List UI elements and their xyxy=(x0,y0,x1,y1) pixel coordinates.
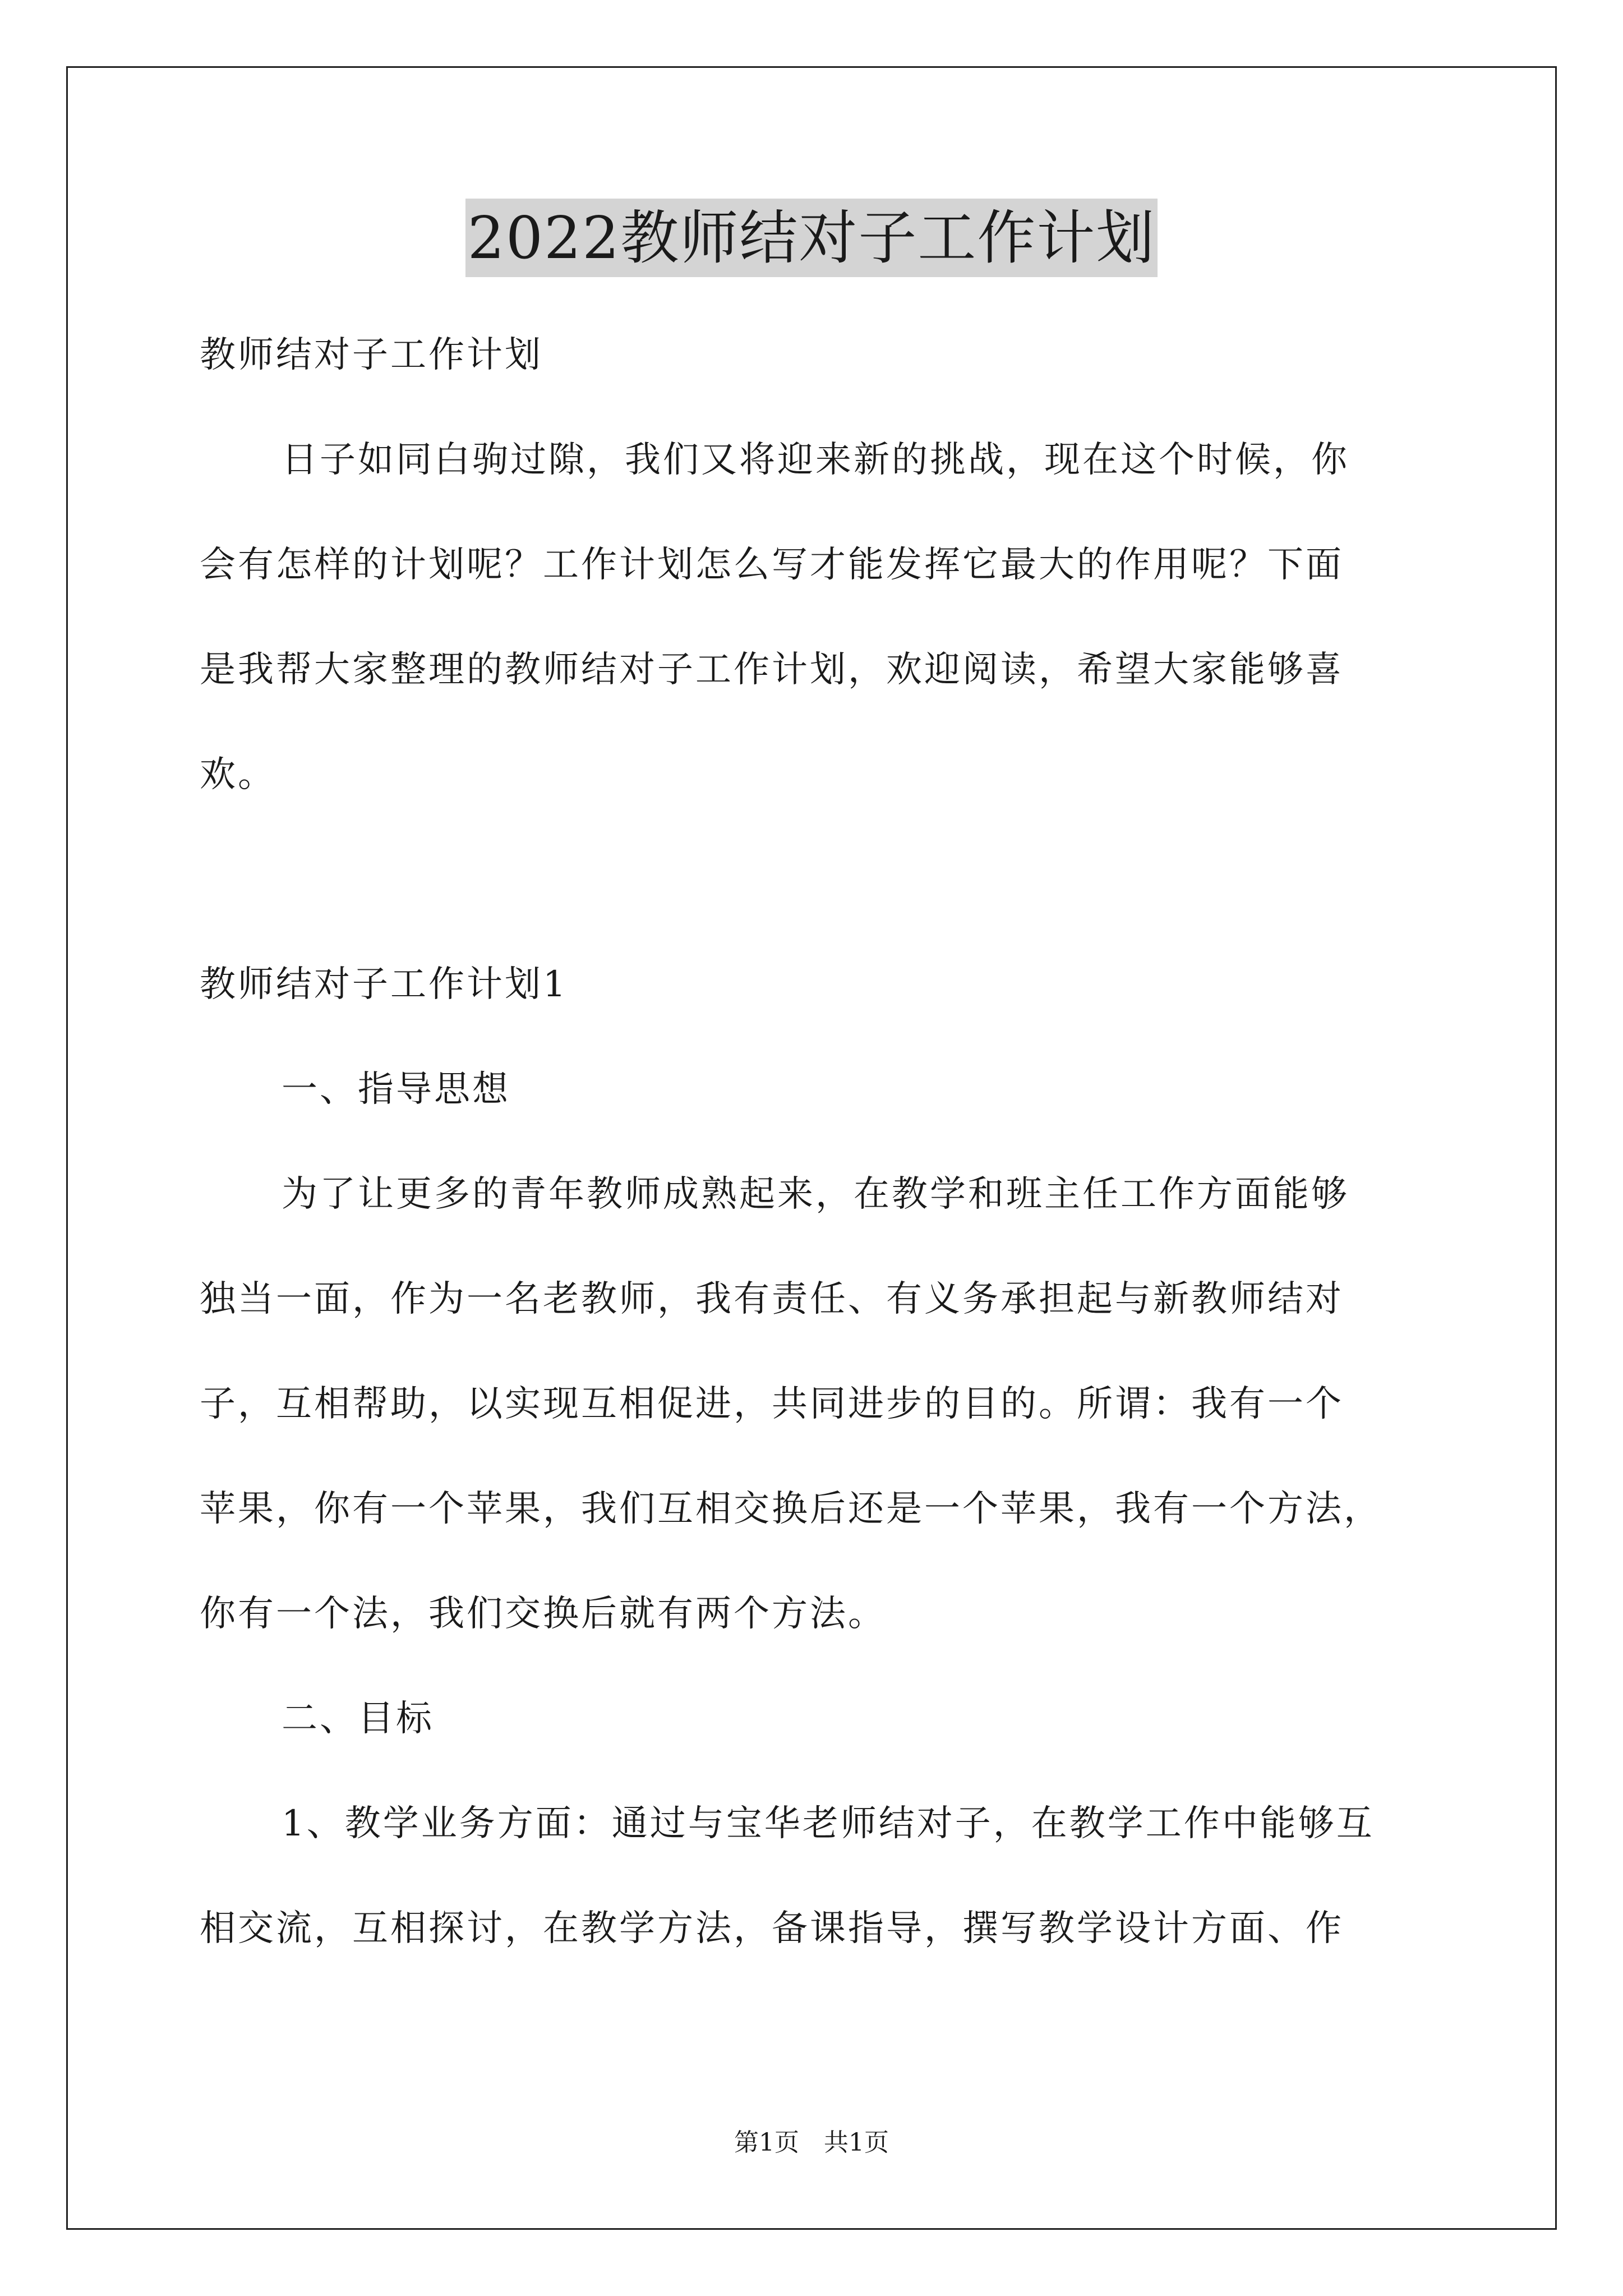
intro-paragraph-line: 会有怎样的计划呢？工作计划怎么写才能发挥它最大的作用呢？下面 xyxy=(200,544,1344,586)
intro-paragraph-line: 日子如同白驹过隙，我们又将迎来新的挑战，现在这个时候，你 xyxy=(282,439,1349,481)
part1-paragraph-line: 苹果，你有一个苹果，我们互相交换后还是一个苹果，我有一个方法， xyxy=(200,1488,1382,1530)
document-subtitle: 教师结对子工作计划 xyxy=(200,334,543,376)
intro-paragraph-line: 是我帮大家整理的教师结对子工作计划，欢迎阅读，希望大家能够喜 xyxy=(200,649,1344,691)
part1-heading: 一、指导思想 xyxy=(282,1069,510,1110)
part2-heading: 二、目标 xyxy=(282,1698,434,1740)
document-body xyxy=(200,303,1428,1981)
paragraph-gap xyxy=(200,827,1428,932)
page-footer xyxy=(0,2126,1623,2160)
part2-paragraph-line: 相交流，互相探讨，在教学方法，备课指导，撰写教学设计方面、作 xyxy=(200,1908,1344,1949)
part1-paragraph-line: 子，互相帮助，以实现互相促进，共同进步的目的。所谓：我有一个 xyxy=(200,1383,1344,1425)
document-title: 2022教师结对子工作计划 xyxy=(465,199,1158,277)
part1-paragraph-line: 你有一个法，我们交换后就有两个方法。 xyxy=(200,1593,886,1635)
part1-paragraph-line: 为了让更多的青年教师成熟起来，在教学和班主任工作方面能够 xyxy=(282,1174,1349,1215)
page-total: 共1页 xyxy=(824,2128,889,2157)
intro-paragraph-line: 欢。 xyxy=(200,754,276,795)
section-heading: 教师结对子工作计划1 xyxy=(200,964,568,1005)
page-number: 第1页 xyxy=(734,2128,799,2157)
title-container xyxy=(0,199,1623,277)
part1-paragraph-line: 独当一面，作为一名老教师，我有责任、有义务承担起与新教师结对 xyxy=(200,1278,1344,1320)
part2-paragraph-line: 1、教学业务方面：通过与宝华老师结对子，在教学工作中能够互 xyxy=(282,1803,1375,1844)
